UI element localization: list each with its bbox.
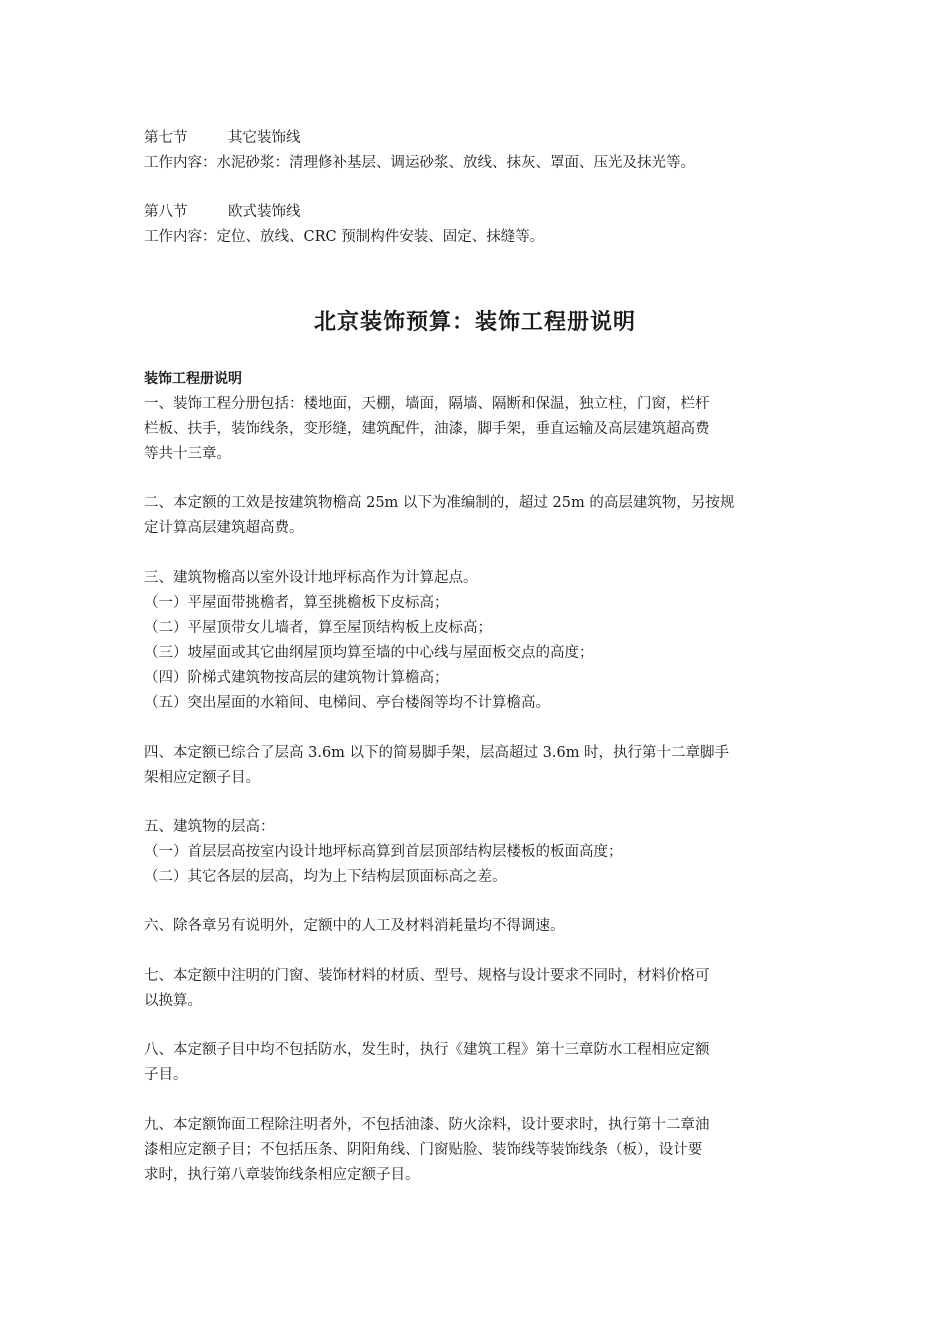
paragraph-line: 五、建筑物的层高： xyxy=(144,819,275,835)
paragraph-line: 八、本定额子目中均不包括防水，发生时，执行《建筑工程》第十三章防水工程相应定额 xyxy=(144,1042,710,1058)
paragraph-line: 定计算高层建筑超高费。 xyxy=(144,520,304,536)
paragraph-line: （五）突出屋面的水箱间、电梯间、亭台楼阁等均不计算檐高。 xyxy=(144,695,550,711)
paragraph-line: 九、本定额饰面工程除注明者外，不包括油漆、防火涂料，设计要求时，执行第十二章油 xyxy=(144,1117,710,1133)
subheading: 装饰工程册说明 xyxy=(144,371,242,387)
section-heading xyxy=(144,200,814,225)
section-content: 工作内容：水泥砂浆：清理修补基层、调运砂浆、放线、抹灰、罩面、压光及抹光等。 xyxy=(144,155,695,171)
paragraph-line: 架相应定额子目。 xyxy=(144,770,260,786)
paragraph-line: （四）阶梯式建筑物按高层的建筑物计算檐高； xyxy=(144,670,449,686)
paragraph-line: 求时，执行第八章装饰线条相应定额子目。 xyxy=(144,1167,420,1183)
section-heading xyxy=(144,126,814,151)
paragraph-line: 栏板、扶手，装饰线条，变形缝，建筑配件，油漆，脚手架，垂直运输及高层建筑超高费 xyxy=(144,421,710,437)
section-content: 工作内容：定位、放线、CRC 预制构件安装、固定、抹缝等。 xyxy=(144,229,545,245)
paragraph-line: 三、建筑物檐高以室外设计地坪标高作为计算起点。 xyxy=(144,570,478,586)
paragraph-line: 四、本定额已综合了层高 3.6m 以下的简易脚手架，层高超过 3.6m 时，执行第十二章脚手 xyxy=(144,745,730,761)
paragraph-line: （一）平屋面带挑檐者，算至挑檐板下皮标高； xyxy=(144,595,449,611)
paragraph-line: 一、装饰工程分册包括：楼地面，天棚，墙面，隔墙、隔断和保温，独立柱，门窗，栏杆 xyxy=(144,396,710,412)
paragraph-line: （三）坡屋面或其它曲纲屋顶均算至墙的中心线与屋面板交点的高度； xyxy=(144,645,594,661)
section-number: 第七节 xyxy=(144,130,188,146)
document-title: 北京装饰预算：装饰工程册说明 xyxy=(313,310,636,335)
paragraph-line: 漆相应定额子目；不包括压条、阴阳角线、门窗贴脸、装饰线等装饰线条（板），设计要 xyxy=(144,1142,703,1158)
paragraph-line: 等共十三章。 xyxy=(144,446,231,462)
section-number: 第八节 xyxy=(144,204,188,220)
paragraph-line: 七、本定额中注明的门窗、装饰材料的材质、型号、规格与设计要求不同时，材料价格可 xyxy=(144,968,710,984)
paragraph-line: （二）平屋顶带女儿墙者，算至屋顶结构板上皮标高； xyxy=(144,620,492,636)
paragraph-line: （一）首层层高按室内设计地坪标高算到首层顶部结构层楼板的板面高度； xyxy=(144,844,623,860)
paragraph-line: 以换算。 xyxy=(144,993,202,1009)
paragraph-line: 六、除各章另有说明外，定额中的人工及材料消耗量均不得调速。 xyxy=(144,918,565,934)
paragraph-line: 二、本定额的工效是按建筑物檐高 25m 以下为准编制的，超过 25m 的高层建筑物，另按规 xyxy=(144,495,735,511)
section-name: 其它装饰线 xyxy=(228,130,301,146)
paragraph-line: （二）其它各层的层高，均为上下结构层顶面标高之差。 xyxy=(144,869,507,885)
paragraph-line: 子目。 xyxy=(144,1067,188,1083)
section-name: 欧式装饰线 xyxy=(228,204,301,220)
